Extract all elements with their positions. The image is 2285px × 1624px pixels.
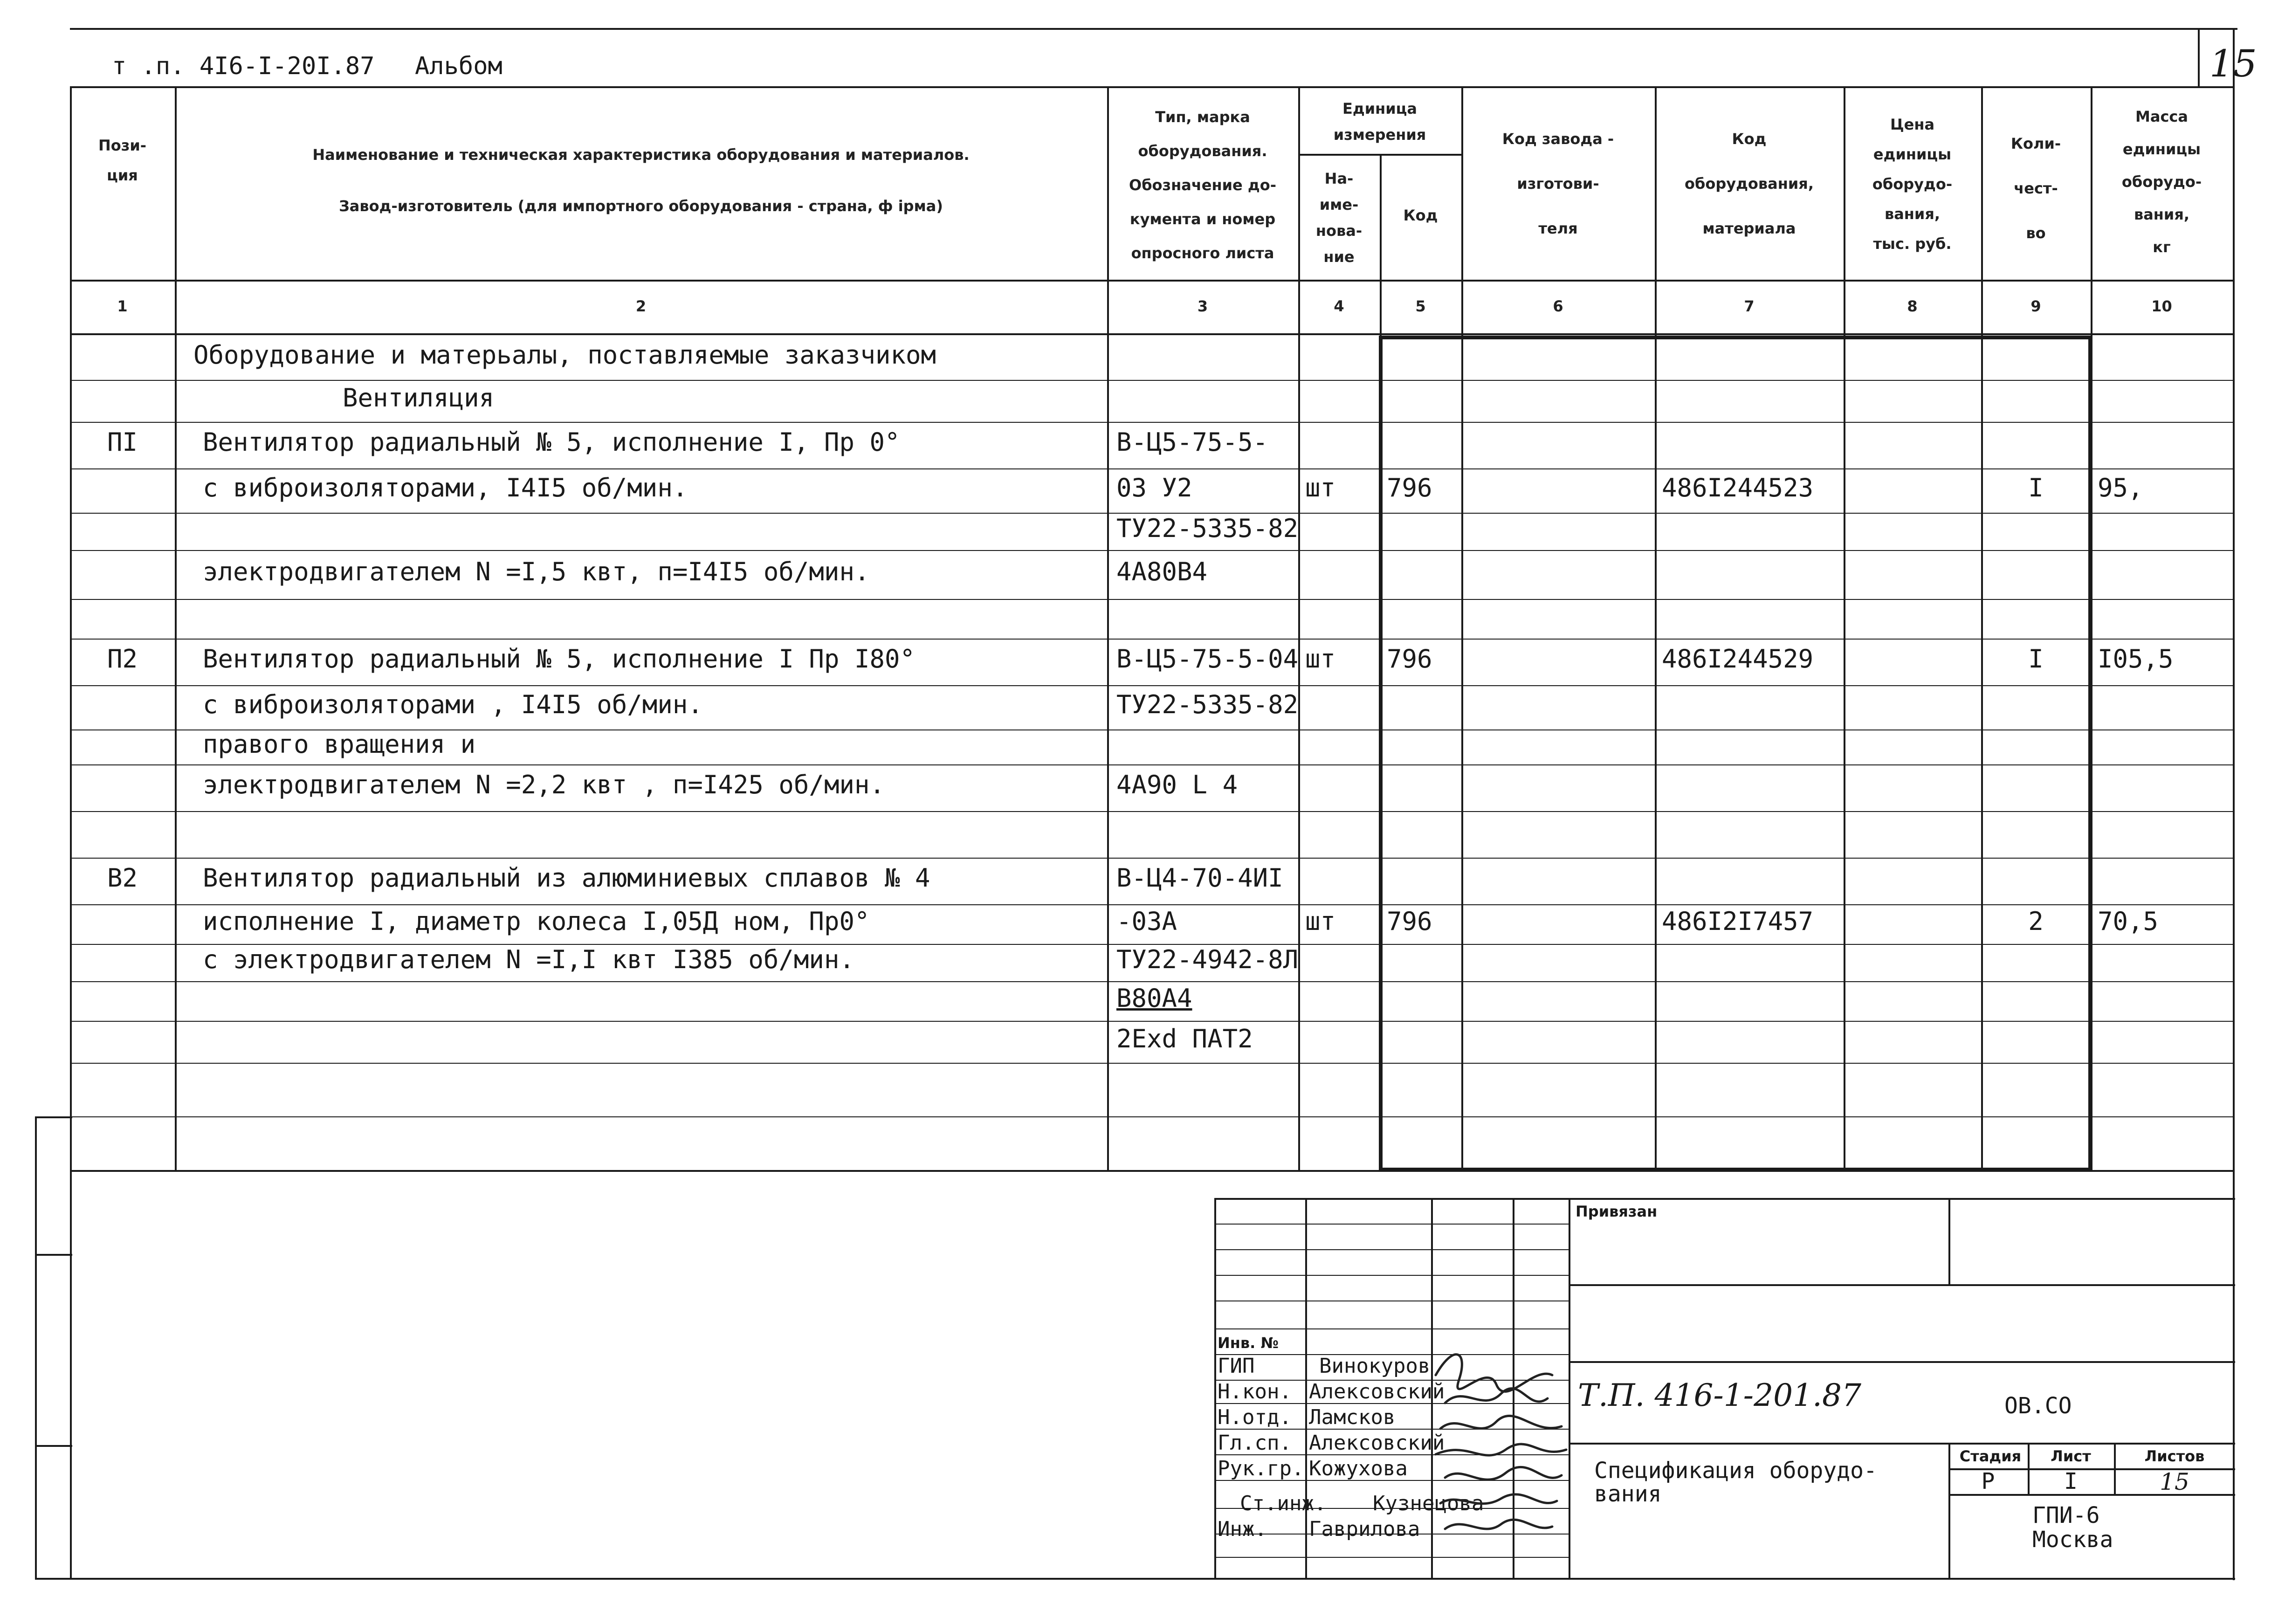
cell-equip: 486I244529 [1662, 644, 1814, 674]
row-line [70, 550, 2233, 551]
tb-grid-line [1214, 1557, 1569, 1558]
document-title: Спецификация оборудо- вания [1594, 1458, 1877, 1507]
cell-name: Оборудование и матерьалы, поставляемые заказчиком [193, 340, 936, 370]
colnum-6: 6 [1553, 297, 1563, 315]
cell-pos: П2 [107, 644, 138, 674]
cell-qty: I [2028, 473, 2044, 502]
cell-mass: 95, [2098, 473, 2143, 502]
header-unit-name: На- име- нова- ние [1315, 170, 1363, 266]
right-border [2233, 28, 2235, 1580]
cell-type: В-Ц5-75-5- [1116, 427, 1268, 457]
cell-type: ТУ22-4942-8Л [1116, 945, 1299, 974]
row-line [70, 858, 2233, 859]
margin-tick-1 [35, 1116, 72, 1118]
row-line [70, 811, 2233, 812]
cell-type: 4А80В4 [1116, 557, 1208, 586]
tb-grid-line [1214, 1224, 1569, 1225]
margin-tick-3 [35, 1445, 72, 1447]
margin-line [35, 1116, 37, 1578]
row-line [70, 685, 2233, 686]
cell-type: В-Ц4-70-4ИI [1116, 863, 1283, 893]
signature-name: Кузнецова [1373, 1492, 1484, 1515]
cell-equip: 486I244523 [1662, 473, 1814, 502]
tb-top [1214, 1198, 2235, 1200]
signature-role: Ст.инж. [1240, 1492, 1327, 1515]
cell-type: В80А4 [1116, 983, 1192, 1013]
row-line [70, 639, 2233, 640]
signature-role: Н.отд. [1218, 1405, 1292, 1429]
tb-privyazan-bottom [1569, 1284, 2235, 1286]
signature-name: Кожухова [1309, 1457, 1408, 1480]
tb-v1 [1305, 1198, 1307, 1578]
header-equipment-code: Код оборудования, материала [1685, 130, 1814, 237]
colnum-4: 4 [1334, 297, 1344, 315]
cell-code: 796 [1387, 906, 1432, 936]
cell-unit: шт [1305, 644, 1336, 674]
cell-type: ТУ22-5335-82 [1116, 514, 1299, 543]
row-line [70, 1021, 2233, 1022]
sheet-number-handwritten: 15 [2209, 42, 2257, 85]
sheet-box-left [2198, 28, 2200, 86]
header-position: Пози- ция [98, 137, 147, 184]
sheets-value: 15 [2160, 1468, 2189, 1495]
cell-name: электродвигателем N =I,5 квт, п=I4I5 об/мин. [203, 557, 870, 586]
cell-name: правого вращения и [203, 729, 476, 759]
sheet-label: Лист [2051, 1447, 2091, 1465]
margin-tick-2 [35, 1254, 72, 1256]
body-thick-top [1380, 336, 2091, 339]
row-line [70, 764, 2233, 765]
tb-grid-line [1214, 1275, 1569, 1276]
cell-pos: В2 [107, 863, 138, 893]
row-line [70, 380, 2233, 381]
cell-name: Вентилятор радиальный № 5, исполнение I, Пр 0° [203, 427, 900, 457]
signature-name: Алексовский [1309, 1431, 1445, 1455]
cell-unit: шт [1305, 906, 1336, 936]
colnum-8: 8 [1907, 297, 1918, 315]
colnum-5: 5 [1415, 297, 1426, 315]
signature-name: Ламсков [1309, 1405, 1396, 1429]
header-type: Тип, марка оборудования. Обозначение до- кумента и номер опросного листа [1129, 108, 1276, 262]
signatures-scribble [1426, 1333, 1576, 1548]
signature-role: Инж. [1218, 1517, 1267, 1541]
row-line [70, 1063, 2233, 1064]
stage-value: Р [1981, 1468, 1995, 1494]
cell-mass: I05,5 [2098, 644, 2174, 674]
row-line [70, 1116, 2233, 1117]
cell-pos: ПI [107, 427, 138, 457]
tb-privyazan-sep [1948, 1198, 1950, 1284]
tb-left [1214, 1198, 1216, 1578]
row-line [70, 599, 2233, 600]
cell-type: 4А90 L 4 [1116, 770, 1238, 799]
cell-name: с виброизоляторами , I4I5 об/мин. [203, 689, 703, 719]
cell-code: 796 [1387, 473, 1432, 502]
signature-name: Алексовский [1309, 1380, 1445, 1404]
bottom-border [35, 1578, 2235, 1580]
sheet-value: I [2064, 1468, 2078, 1494]
tb-code-top [1569, 1361, 2235, 1363]
tb-stage-sep [1948, 1443, 1950, 1578]
signature-role: ГИП [1218, 1354, 1255, 1378]
cell-type: 2Ехd ПАТ2 [1116, 1024, 1253, 1053]
cell-unit: шт [1305, 473, 1336, 502]
body-thick-left [1379, 336, 1383, 1170]
cell-mass: 70,5 [2098, 906, 2159, 936]
cell-qty: 2 [2028, 906, 2044, 936]
document-code: Т.П. 416-1-201.87 [1578, 1377, 1862, 1413]
row-line [70, 422, 2233, 423]
row-line [70, 468, 2233, 469]
row-line [70, 904, 2233, 905]
cell-name: электродвигателем N =2,2 квт , п=I425 об/мин. [203, 770, 885, 799]
colnum-9: 9 [2030, 297, 2041, 315]
colnum-1: 1 [117, 297, 128, 315]
cell-type: -03А [1116, 906, 1177, 936]
header-plant-code: Код завода - изготови- теля [1502, 130, 1614, 237]
table-top [70, 86, 2233, 88]
cell-code: 796 [1387, 644, 1432, 674]
tb-grid-line [1214, 1328, 1569, 1329]
colnum-10: 10 [2151, 297, 2172, 315]
col-sep-1 [175, 86, 177, 1170]
top-border [70, 28, 2237, 30]
cell-type: ТУ22-5335-82 [1116, 689, 1299, 719]
document-mark: ОВ.СО [2004, 1393, 2072, 1419]
tb-grid-line [1214, 1249, 1569, 1250]
cell-name: Вентилятор радиальный из алюминиевых сплавов № 4 [203, 863, 930, 893]
signature-name: Винокуров [1319, 1354, 1431, 1378]
table-bottom [70, 1170, 2233, 1172]
colnum-2: 2 [635, 297, 647, 315]
header-unit-code: Код [1403, 206, 1438, 224]
header-quantity: Коли- чест- во [2010, 135, 2061, 242]
header-name-line2: Завод-изготовитель (для импортного оборудования - страна, ф ірма) [339, 197, 943, 215]
row-line [70, 981, 2233, 982]
cell-name: с виброизоляторами, I4I5 об/мин. [203, 473, 688, 502]
sheets-label: Листов [2144, 1447, 2205, 1465]
privyazan-label: Привязан [1576, 1203, 1658, 1220]
header-price: Цена единицы оборудо- вания, тыс. руб. [1872, 116, 1953, 253]
cell-qty: I [2028, 644, 2044, 674]
album-word: Альбом [415, 52, 502, 80]
header-name-line1: Наименование и техническая характеристика оборудования и материалов. [312, 146, 970, 164]
cell-type: В-Ц5-75-5-04 [1116, 644, 1299, 674]
signature-role: Рук.гр. [1218, 1457, 1304, 1480]
colnum-3: 3 [1197, 297, 1208, 315]
signature-role: Н.кон. [1218, 1380, 1292, 1404]
cell-name: Вентилятор радиальный № 5, исполнение I Пр I80° [203, 644, 915, 674]
organization: ГПИ-6 Москва [2032, 1502, 2113, 1553]
cell-type: 03 У2 [1116, 473, 1192, 502]
cell-name: Вентиляция [343, 383, 495, 413]
colnum-bottom [70, 333, 2233, 335]
colnum-7: 7 [1744, 297, 1755, 315]
inventory-number-label: Инв. № [1218, 1334, 1279, 1352]
album-reference: т .п. 4I6-I-20I.87 [112, 52, 375, 80]
cell-name: с электродвигателем N =I,I квт I385 об/мин. [203, 945, 854, 974]
cell-equip: 486I2I7457 [1662, 906, 1814, 936]
signature-role: Гл.сп. [1218, 1431, 1292, 1455]
header-bottom [70, 280, 2233, 282]
cell-name: исполнение I, диаметр колеса I,05Д ном, Пр0° [203, 906, 870, 936]
signature-name: Гаврилова [1309, 1517, 1420, 1541]
header-unit: Единица измерения [1333, 100, 1426, 144]
stage-label: Стадия [1959, 1447, 2022, 1465]
header-mass: Масса единицы оборудо- вания, кг [2121, 108, 2202, 256]
body-thick-right [2088, 336, 2092, 1170]
tb-title-top [1569, 1443, 2235, 1445]
